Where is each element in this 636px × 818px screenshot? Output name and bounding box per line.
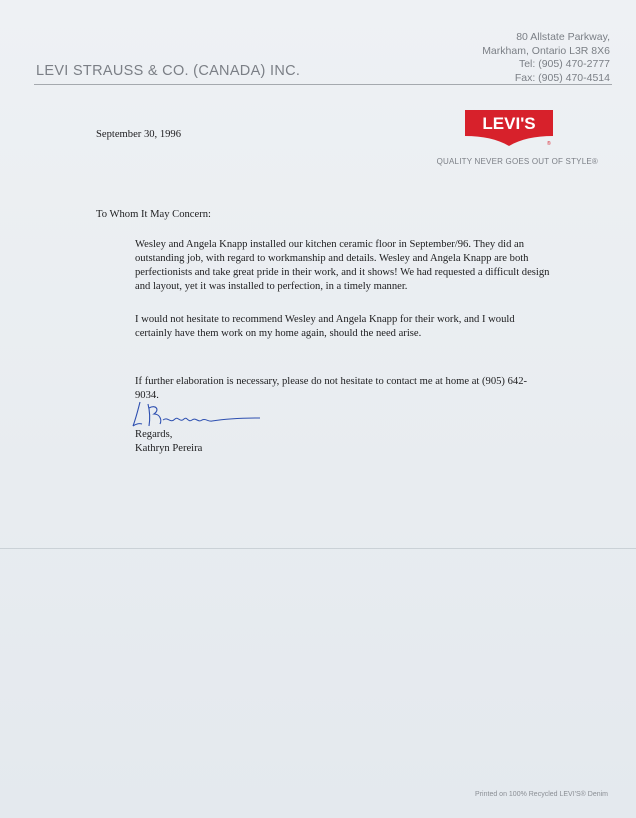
paragraph-line: I would not hesitate to recommend Wesley and Angela Knapp for their work, and I would [135,314,515,325]
svg-text:®: ® [547,141,551,146]
letter-date: September 30, 1996 [96,129,182,140]
paragraph-line: and layout, yet it was installed to perfection, in a timely manner. [135,281,408,292]
paper-fold-line [0,548,636,549]
paragraph-line: certainly have them work on my home again, should the need arise. [135,328,422,339]
logo-wordmark: LEVI'S [482,114,536,133]
address-line: Markham, Ontario L3R 8X6 [482,44,610,57]
paragraph-line: If further elaboration is necessary, please do not hesitate to contact me at home at (905) 642- [135,376,528,387]
phone-line: Tel: (905) 470-2777 [518,58,610,71]
address-line: 80 Allstate Parkway, [516,31,610,43]
closing-block [135,428,202,456]
signatory-name: Kathryn Pereira [135,443,203,454]
footer-note: Printed on 100% Recycled LEVI'S® Denim [475,791,608,798]
salutation: To Whom It May Concern: [96,209,211,220]
paragraph-line: 9034. [135,390,159,401]
paragraph-line: Wesley and Angela Knapp installed our kitchen ceramic floor in September/96. They did an [135,239,525,250]
paragraph-2 [135,313,515,341]
company-name: LEVI STRAUSS & CO. (CANADA) INC. [36,63,301,79]
handwritten-signature [130,398,265,432]
fax-line: Fax: (905) 470-4514 [514,71,610,84]
paragraph-line: outstanding job, with regard to workmanship and details. Wesley and Angela Knapp are both [135,253,529,264]
levis-logo [465,110,553,146]
closing: Regards, [135,429,173,440]
company-address [482,31,610,85]
paragraph-line: perfectionists and take great pride in their work, and it shows! We had requested a difficult design [135,267,550,278]
header-rule [34,84,612,85]
paragraph-1 [135,238,549,294]
tagline: QUALITY NEVER GOES OUT OF STYLE® [436,157,598,166]
